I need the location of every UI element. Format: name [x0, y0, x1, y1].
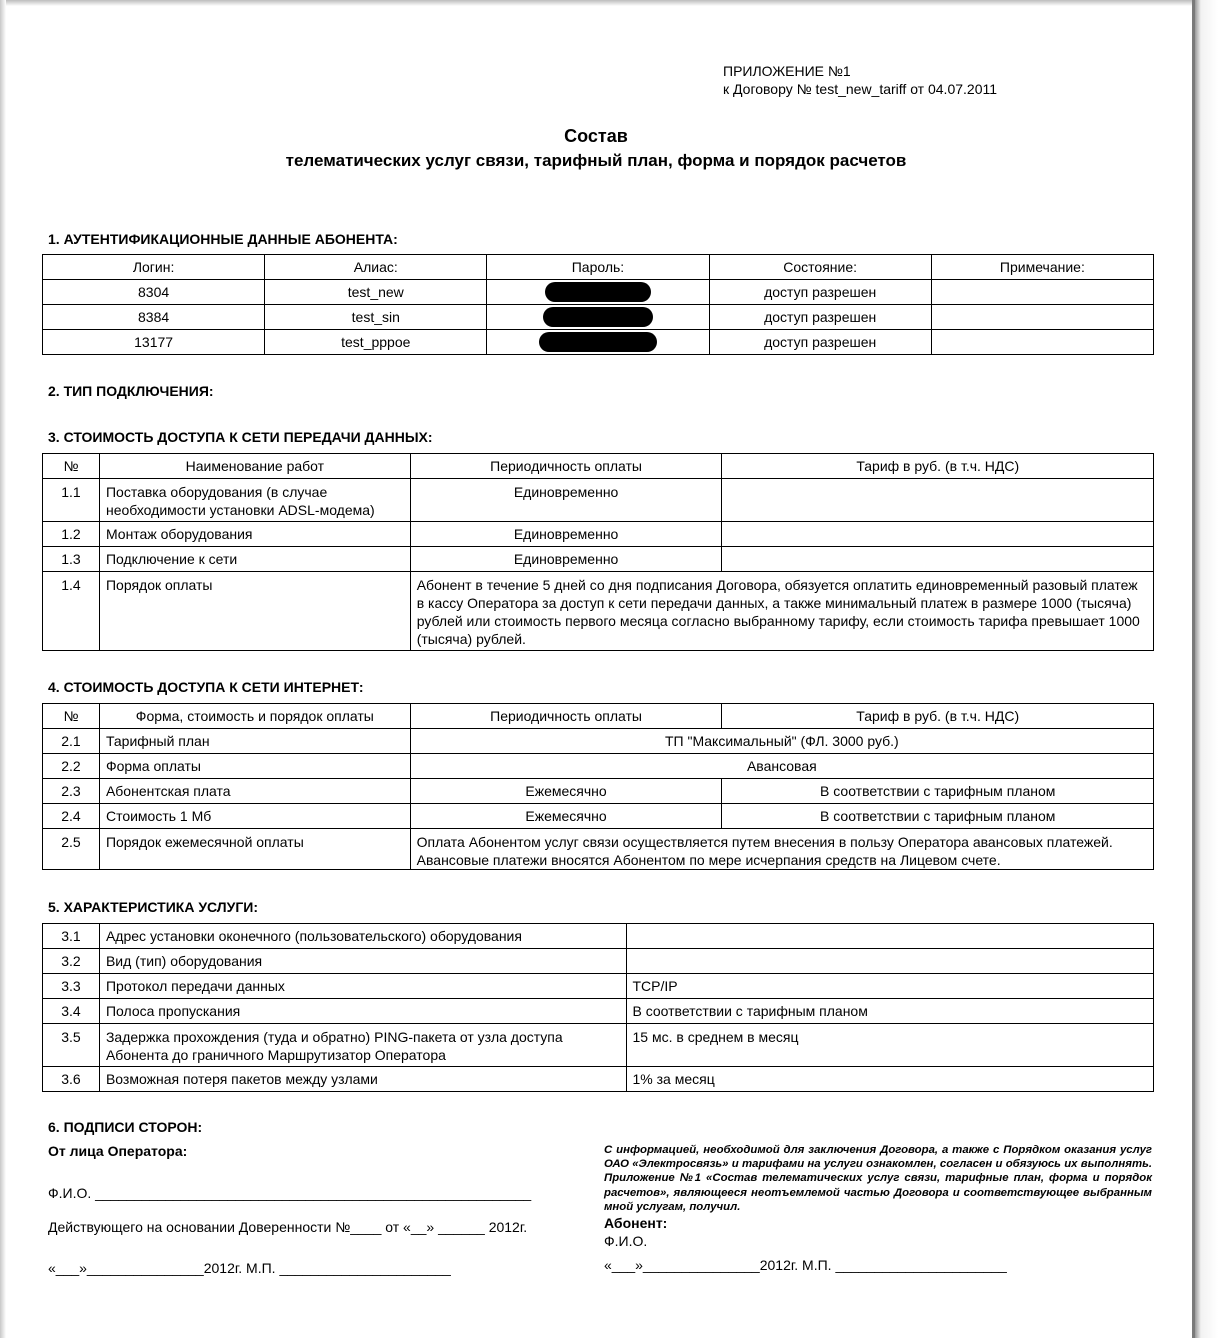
password-cell — [487, 330, 709, 355]
section3-heading: 3. СТОИМОСТЬ ДОСТУПА К СЕТИ ПЕРЕДАЧИ ДАННЫХ: — [48, 429, 433, 445]
table-row — [43, 479, 1154, 522]
alias-cell: test_pppoe — [265, 330, 487, 355]
col-payment-period: Периодичность оплаты — [410, 454, 722, 479]
row-number: 2.2 — [43, 754, 100, 779]
alias-cell: test_sin — [265, 305, 487, 330]
operator-label: От лица Оператора: — [48, 1143, 188, 1159]
password-redaction — [539, 332, 657, 352]
note-cell — [931, 280, 1153, 305]
col-payment-period: Периодичность оплаты — [410, 704, 722, 729]
table-row — [43, 754, 1154, 779]
col-number: № — [43, 454, 100, 479]
table-row — [43, 280, 1154, 305]
table-row — [43, 804, 1154, 829]
row-tariff — [722, 479, 1154, 522]
col-status: Состояние: — [709, 255, 931, 280]
row-value: TCP/IP — [626, 974, 1154, 999]
col-note: Примечание: — [931, 255, 1153, 280]
row-period: Ежемесячно — [410, 779, 722, 804]
section1-heading: 1. АУТЕНТИФИКАЦИОННЫЕ ДАННЫЕ АБОНЕНТА: — [48, 231, 398, 247]
row-name: Порядок оплаты — [99, 572, 410, 651]
col-password: Пароль: — [487, 255, 709, 280]
table-row — [43, 1067, 1154, 1092]
row-name: Адрес установки оконечного (пользовательского) оборудования — [99, 924, 626, 949]
row-value: В соответствии с тарифным планом — [626, 999, 1154, 1024]
status-cell: доступ разрешен — [709, 330, 931, 355]
table-row — [43, 949, 1154, 974]
table-header-row — [43, 454, 1154, 479]
row-value — [626, 924, 1154, 949]
row-number: 3.2 — [43, 949, 100, 974]
password-redaction — [543, 307, 653, 327]
table-row — [43, 305, 1154, 330]
note-cell — [931, 330, 1153, 355]
table-row — [43, 924, 1154, 949]
col-tariff: Тариф в руб. (в т.ч. НДС) — [722, 454, 1154, 479]
row-number: 1.3 — [43, 547, 100, 572]
appendix-number: ПРИЛОЖЕНИЕ №1 — [723, 63, 851, 79]
row-name: Стоимость 1 Мб — [99, 804, 410, 829]
password-redaction — [545, 282, 651, 302]
row-number: 2.4 — [43, 804, 100, 829]
table-row — [43, 729, 1154, 754]
table-row — [43, 572, 1154, 651]
auth-table — [42, 254, 1154, 355]
document-title: Состав — [564, 126, 628, 146]
operator-date-line: «___»_______________2012г. М.П. ______________________ — [48, 1260, 451, 1276]
table-header-row — [43, 704, 1154, 729]
col-number: № — [43, 704, 100, 729]
row-tariff — [722, 547, 1154, 572]
table-row — [43, 1024, 1154, 1067]
login-cell: 13177 — [43, 330, 265, 355]
row-number: 2.1 — [43, 729, 100, 754]
status-cell: доступ разрешен — [709, 305, 931, 330]
row-number: 2.5 — [43, 829, 100, 870]
table-row — [43, 974, 1154, 999]
page-top-shadow — [0, 0, 1192, 6]
table-row — [43, 547, 1154, 572]
row-number: 3.1 — [43, 924, 100, 949]
row-period: Ежемесячно — [410, 804, 722, 829]
page-left-shadow — [0, 0, 6, 1338]
col-alias: Алиас: — [265, 255, 487, 280]
row-value: 1% за месяц — [626, 1067, 1154, 1092]
subscriber-fio: Ф.И.О. — [604, 1233, 648, 1249]
row-number: 1.1 — [43, 479, 100, 522]
subscriber-consent-text: С информацией, необходимой для заключения Договора, а также с Порядком оказания услуг ОАО «Электросвязь» и тарифами на услуги ознакомлен, согласен и обязуюсь их выполнять. Приложение №1 «Состав телематических услуг связи, тарифные план, форма и порядок расчетов», являющееся неотъемлемой частью Договора и соответствующее выбранным мной услугам, получил. — [604, 1144, 1152, 1213]
row-number: 3.6 — [43, 1067, 100, 1092]
row-value: 15 мс. в среднем в месяц — [626, 1024, 1154, 1067]
monthly-payment-text: Оплата Абонентом услуг связи осуществляется путем внесения в пользу Оператора авансовых платежей. Авансовые платежи вносятся Абонентом по мере исчерпания средств на Лицевом счете. — [410, 829, 1153, 870]
row-name: Поставка оборудования (в случае необходимости установки ADSL-модема) — [99, 479, 410, 522]
col-form-cost: Форма, стоимость и порядок оплаты — [99, 704, 410, 729]
section2-heading: 2. ТИП ПОДКЛЮЧЕНИЯ: — [48, 383, 214, 399]
row-tariff: В соответствии с тарифным планом — [722, 779, 1154, 804]
subscriber-label: Абонент: — [604, 1215, 668, 1231]
login-cell: 8384 — [43, 305, 265, 330]
operator-power-of-attorney: Действующего на основании Доверенности №____ от «__» ______ 2012г. — [48, 1219, 528, 1235]
login-cell: 8304 — [43, 280, 265, 305]
col-tariff: Тариф в руб. (в т.ч. НДС) — [722, 704, 1154, 729]
internet-cost-table — [42, 703, 1154, 870]
payment-order-text: Абонент в течение 5 дней со дня подписания Договора, обязуется оплатить единовременный разовый платеж в кассу Оператора за доступ к сети передачи данных, а также минимальный платеж в размере 1000 (тысяча) рублей или стоимость первого месяца согласно выбранному тарифу, если стоимость тарифа превышает 1000 (тысяча) рублей. — [410, 572, 1153, 651]
data-network-cost-table — [42, 453, 1154, 651]
row-period: Единовременно — [410, 522, 722, 547]
row-name: Полоса пропускания — [99, 999, 626, 1024]
auth-header-row — [43, 255, 1154, 280]
row-name: Форма оплаты — [99, 754, 410, 779]
row-name: Задержка прохождения (туда и обратно) PING-пакета от узла доступа Абонента до граничного Маршрутизатор Оператора — [99, 1024, 626, 1067]
row-name: Вид (тип) оборудования — [99, 949, 626, 974]
row-name: Подключение к сети — [99, 547, 410, 572]
page-right-shadow — [1195, 0, 1218, 1338]
row-name: Монтаж оборудования — [99, 522, 410, 547]
appendix-header — [723, 62, 997, 98]
row-name: Порядок ежемесячной оплаты — [99, 829, 410, 870]
row-name: Протокол передачи данных — [99, 974, 626, 999]
alias-cell: test_new — [265, 280, 487, 305]
table-row — [43, 999, 1154, 1024]
row-number: 3.5 — [43, 1024, 100, 1067]
section6-heading: 6. ПОДПИСИ СТОРОН: — [48, 1119, 203, 1135]
table-row — [43, 829, 1154, 870]
row-name: Возможная потеря пакетов между узлами — [99, 1067, 626, 1092]
section4-heading: 4. СТОИМОСТЬ ДОСТУПА К СЕТИ ИНТЕРНЕТ: — [48, 679, 364, 695]
row-value — [626, 949, 1154, 974]
note-cell — [931, 305, 1153, 330]
payment-form-value: Авансовая — [410, 754, 1153, 779]
row-tariff: В соответствии с тарифным планом — [722, 804, 1154, 829]
contract-reference: к Договору № test_new_tariff от 04.07.2011 — [723, 81, 998, 97]
row-tariff — [722, 522, 1154, 547]
row-number: 1.4 — [43, 572, 100, 651]
row-name: Тарифный план — [99, 729, 410, 754]
tariff-plan-value: ТП "Максимальный" (ФЛ. 3000 руб.) — [410, 729, 1153, 754]
row-period: Единовременно — [410, 547, 722, 572]
operator-fio-line: Ф.И.О. ________________________________________________________ — [48, 1185, 532, 1201]
row-number: 3.3 — [43, 974, 100, 999]
password-cell — [487, 280, 709, 305]
col-login: Логин: — [43, 255, 265, 280]
password-cell — [487, 305, 709, 330]
status-cell: доступ разрешен — [709, 280, 931, 305]
subscriber-date-line: «___»_______________2012г. М.П. ______________________ — [604, 1257, 1007, 1273]
service-characteristics-table — [42, 923, 1154, 1092]
col-work-name: Наименование работ — [99, 454, 410, 479]
row-number: 2.3 — [43, 779, 100, 804]
row-number: 3.4 — [43, 999, 100, 1024]
table-row — [43, 330, 1154, 355]
document-subtitle: телематических услуг связи, тарифный план, форма и порядок расчетов — [285, 151, 907, 170]
section5-heading: 5. ХАРАКТЕРИСТИКА УСЛУГИ: — [48, 899, 258, 915]
table-row — [43, 522, 1154, 547]
row-name: Абонентская плата — [99, 779, 410, 804]
row-number: 1.2 — [43, 522, 100, 547]
table-row — [43, 779, 1154, 804]
row-period: Единовременно — [410, 479, 722, 522]
